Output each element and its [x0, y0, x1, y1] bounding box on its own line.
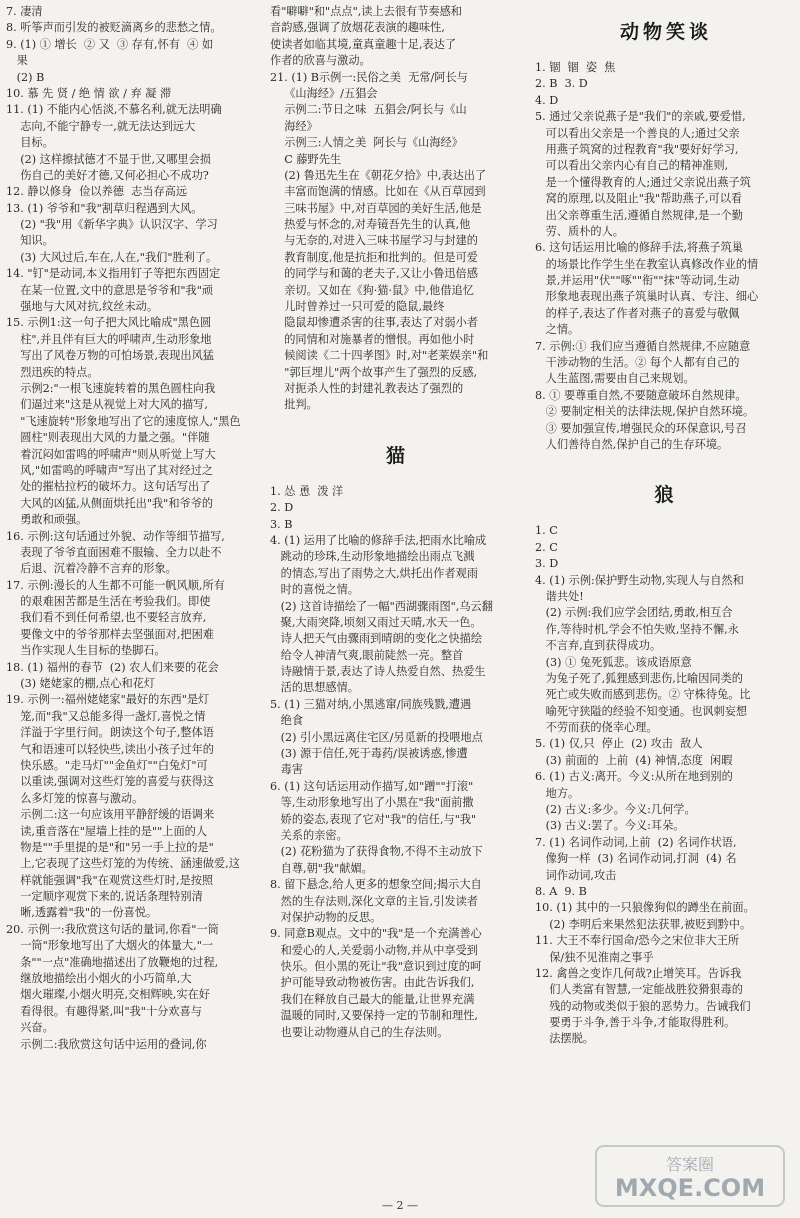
answer-line: 在某一位置,文中的意思是爷爷和"我"顽: [6, 283, 214, 297]
answer-line: 示例2:"一根飞速旋转着的黑色圆柱向我: [6, 381, 216, 395]
answer-line: 残的动物或类似于狼的恶势力。告诫我们: [535, 999, 751, 1013]
answer-line: (3) 源于信任,死于毒药/误被诱惑,惨遭: [270, 747, 468, 761]
watermark-subtext: 答案圈: [665, 1155, 715, 1174]
answer-line: 诗人把天气由骤雨到晴朗的变化之快描绘: [270, 632, 483, 646]
answer-line: 等,生动形象地写出了小黑在"我"面前撒: [270, 796, 474, 810]
answer-line: 隐鼠却惨遭杀害的往事,表达了对弱小者: [270, 316, 478, 330]
answer-line: 洋溢于字里行间。朗读这个句子,整体语: [6, 726, 214, 740]
answer-line: 时的喜悦之情。: [270, 583, 359, 597]
answer-line: 的样子,表达了作者对燕子的喜爱与敬佩: [535, 306, 740, 320]
answer-line: 作者的欣喜与激动。: [270, 54, 371, 68]
answer-line: 写出了风卷万物的可怕场景,表现出风猛: [6, 349, 214, 363]
answer-line: C 藤野先生: [270, 152, 342, 166]
answer-line: 喻死守狭隘的经验不知变通。也讽刺妄想: [535, 704, 748, 718]
answer-line: 《山海经》/五猖会: [270, 86, 378, 100]
answer-line: 要像文中的爷爷那样去坚强面对,把困难: [6, 627, 214, 641]
spacer: [535, 44, 797, 60]
answer-line: (2) 示例:我们应学会团结,勇敢,相互合: [535, 606, 733, 620]
answer-line: 作,等待时机,学会不怕失败,坚持不懈,永: [535, 622, 739, 636]
answer-line: 聚,大雨突降,顷刻又雨过天晴,水天一色。: [270, 615, 482, 629]
answer-line: (2) 李明后来果然犯法获罪,被贬到黔中。: [535, 917, 752, 931]
answer-line: 给令人神清气爽,眼前陡然一亮。整首: [270, 648, 464, 662]
answer-line: 干涉动物的生活。② 每个人都有自己的: [535, 356, 740, 370]
answer-line: 8. 留下悬念,给人更多的想象空间;揭示大自: [270, 878, 482, 892]
answer-line: (2) B: [6, 70, 45, 84]
answer-line: 护可能导致动物被伤害。由此告诉我们,: [270, 976, 475, 990]
answer-line: 不劳而获的侥幸心理。: [535, 721, 658, 735]
spacer: [270, 414, 525, 444]
answer-line: 示例二:节日之味 五猖会/阿长与《山: [270, 103, 467, 117]
answer-line: 知识。: [6, 234, 54, 248]
answer-line: 的情态,写出了雨势之大,烘托出作者观雨: [270, 566, 478, 580]
answer-line: (2) 这样擦拭德才不显于世,又哪里会损: [6, 152, 211, 166]
answer-line: 17. 示例:漫长的人生都不可能一帆风顺,所有: [6, 578, 225, 592]
answer-line: 4. D: [535, 93, 559, 107]
answer-line: 对保护动物的反思。: [270, 910, 382, 924]
answer-line: 7. 凄清: [6, 5, 43, 18]
answer-line: 5. (1) 仅,只 停止 (2) 攻击 敌人: [535, 737, 703, 751]
watermark-graphic: [590, 1140, 790, 1212]
section-title: 猫: [385, 444, 409, 467]
answer-line: (3) 前面的 上前 (4) 神情,态度 闲暇: [535, 753, 733, 767]
answer-line: ② 要制定相关的法律法规,保护自然环境。: [535, 405, 755, 419]
answer-line: 9. (1) ① 增长 ② 又 ③ 存有,怀有 ④ 如: [6, 37, 214, 51]
answer-line: 12. 静以修身 俭以养德 志当存高远: [6, 185, 188, 199]
answer-line: 2. C: [535, 540, 558, 554]
answer-line: 的同学与和蔼的老夫子,又让小鲁迅倍感: [270, 267, 478, 281]
answer-line: 烟火璀璨,小烟火明亮,交相辉映,实在好: [6, 988, 210, 1002]
answer-line: 使读者如临其境,童真童趣十足,表达了: [270, 37, 457, 51]
answer-line: 和爱心的人,关爱弱小动物,并从中享受到: [270, 943, 478, 957]
answer-line: 看得很。有趣得紧,叫"我"十分欢喜与: [6, 1004, 202, 1018]
answer-line: 是一个懂得教育的人;通过父亲说出燕子筑: [535, 175, 751, 189]
answer-line: 18. (1) 福州的春节 (2) 农人们来要的花会: [6, 660, 219, 674]
answer-line: 形象地表现出燕子筑巢时认真、专注、细心: [535, 290, 759, 304]
answer-line: 风,"如雷鸣的呼啸声"写出了其对经过之: [6, 463, 214, 477]
answer-line: 音韵感,强调了放烟花表演的趣味性,: [270, 21, 445, 35]
answer-line: 快乐。但小黑的死让"我"意识到过度的呵: [270, 960, 482, 974]
answer-line: (2) 鲁迅先生在《朝花夕拾》中,表达出了: [270, 168, 487, 182]
answer-line: 人生蓝图,需要由自己来规划。: [535, 372, 695, 386]
answer-line: 丰富而饱满的情感。比如在《从百草园到: [270, 185, 486, 199]
answer-line: (2) 古义:多少。今义:几何学。: [535, 803, 696, 817]
answer-line: 当作实现人生目标的垫脚石。: [6, 644, 166, 658]
answer-line: (3) 古义:罢了。今义:耳朵。: [535, 819, 685, 833]
answer-line: 可以看出父亲内心有自己的精神准则,: [535, 159, 729, 173]
answer-line: 处的摧枯拉朽的破坏力。这句话写出了: [6, 480, 211, 494]
section-title: 狼: [654, 484, 678, 507]
answer-line: 10. 慕 先 贤 / 绝 情 欲 / 弃 凝 滞: [6, 86, 172, 100]
answer-line: (2) 花粉猫为了获得食物,不得不主动放下: [270, 845, 483, 859]
answer-line: ③ 要加强宣传,增强民众的环保意识,号召: [535, 421, 747, 435]
answer-line: 勇敢和顽强。: [6, 513, 88, 527]
answer-line: 保/独不见淮南之事乎: [535, 950, 654, 964]
answer-line: 样就能强调"我"在观赏这些灯时,是按照: [6, 873, 214, 887]
answer-line: 后退、沉着冷静不言弃的形象。: [6, 562, 177, 576]
column-right: [535, 4, 797, 1048]
answer-line: 之情。: [535, 323, 580, 337]
answer-line: 16. 示例:这句话通过外貌、动作等细节描写,: [6, 529, 225, 543]
answer-line: 烈迅疾的特点。: [6, 365, 99, 379]
answer-line: 出父亲尊重生活,遵循自然规律,是一个勤: [535, 208, 743, 222]
answer-line: (2) 这首诗描绘了一幅"西湖骤雨图",乌云翻: [270, 599, 493, 613]
answer-line: 笼,而"我"又总能多得一盏灯,喜悦之情: [6, 709, 206, 723]
answer-line: 景,并运用"伏""啄""衔""抹"等动词,生动: [535, 274, 740, 288]
answer-line: 继放地描绘出小烟火的小巧简单,大: [6, 972, 192, 986]
spacer: [270, 468, 525, 484]
answer-line: 3. D: [535, 557, 559, 571]
answer-line: 条""一点"准确地描述出了放鞭炮的过程,: [6, 955, 219, 969]
answer-line: 们人类富有智慧,一定能战胜狡猾狠毒的: [535, 983, 743, 997]
answer-line: 示例二:我欣赏这句话中运用的叠词,你: [6, 1037, 207, 1051]
answer-line: 劳、质朴的人。: [535, 224, 624, 238]
answer-line: 9. 同意B观点。文中的"我"是一个充满善心: [270, 927, 482, 941]
answer-line: 的同情和对施暴者的憎恨。再如他小时: [270, 332, 475, 346]
watermark-text: MXQE.COM: [614, 1174, 766, 1202]
answer-line: 看"噼噼"和"点点",读上去很有节奏感和: [270, 5, 462, 18]
answer-line: 跳动的珍珠,生动形象地描绘出雨点飞溅: [270, 550, 475, 564]
answer-line: 词作动词,攻击: [535, 868, 617, 882]
answer-line: 圆柱"则表现出大风的力量之强。"伴随: [6, 431, 210, 445]
answer-line: 果: [6, 54, 28, 68]
answer-line: 7. 示例:① 我们应当遵循自然规律,不应随意: [535, 339, 751, 353]
answer-line: 批判。: [270, 398, 318, 412]
answer-line: 志向,不能宁静专一,就无法达到远大: [6, 119, 196, 133]
answer-line: 与无奈的,对进入三味书屋学习与封建的: [270, 234, 478, 248]
answer-line: 用燕子筑窝的过程教育"我"要好好学习,: [535, 142, 739, 156]
answer-line: 我们在释放自己最大的能量,让世界充满: [270, 992, 475, 1006]
answer-line: 娇的姿态,表现了它对"我"的信任,与"我": [270, 812, 477, 826]
answer-line: 晰,透露着"我"的一份喜悦。: [6, 906, 158, 920]
answer-line: 示例三:人情之美 阿长与《山海经》: [270, 136, 463, 150]
answer-line: 教育制度,他是抗拒和批判的。但是可爱: [270, 250, 478, 264]
answer-line: 我们看不到任何希望,也不要轻言放弃,: [6, 611, 207, 625]
answer-line: 11. 大王不奉行国命/恐今之宋位非大王所: [535, 934, 740, 948]
spacer: [535, 4, 797, 20]
section-title: 动物笑谈: [619, 21, 712, 43]
answer-line: 10. (1) 其中的一只狼像狗似的蹲坐在前面。: [535, 901, 755, 915]
answer-line: 谐共处!: [535, 589, 584, 603]
answer-line: 亲切。又如在《狗·猫·鼠》中,他借追忆: [270, 283, 474, 297]
answer-line: 19. 示例一:福州姥姥家"最好的东西"是灯: [6, 693, 210, 707]
answer-line: 表现了爷爷直面困难不服输、全力以赴不: [6, 545, 222, 559]
answer-line: 地方。: [535, 786, 580, 800]
answer-line: 不言弃,直到获得成功。: [535, 639, 662, 653]
answer-line: 上,它表现了这些灯笼的为传统、涵速做爱,这: [6, 857, 240, 871]
answer-line: 绝食: [270, 714, 304, 728]
answer-line: 2. D: [270, 501, 294, 515]
answer-line: 的场景比作学生坐在教室认真修改作业的情: [535, 257, 759, 271]
answer-line: 着沉闷如雷鸣的呼啸声"则从听觉上写大: [6, 447, 216, 461]
answer-line: 目标。: [6, 136, 54, 150]
answer-line: 5. (1) 三猫对纳,小黑逃窜/同族残戮,遭遇: [270, 697, 472, 711]
answer-line: "郭巨埋儿"两个故事产生了强烈的反感,: [270, 365, 478, 379]
answer-line: 自尊,朝"我"献媚。: [270, 861, 373, 875]
answer-line: 快乐感。"走马灯""金鱼灯""白兔灯"可: [6, 758, 208, 772]
answer-line: 法摆脱。: [535, 1032, 594, 1046]
answer-line: 海经》: [270, 119, 318, 133]
answer-line: 读,重音落在"屋墙上挂的是""上面的人: [6, 824, 208, 838]
answer-line: (3) 姥姥家的棚,点心和花灯: [6, 677, 156, 691]
answer-line: 么多灯笼的惊喜与激动。: [6, 791, 144, 805]
answer-line: 物是""手里提的是"和"另一手上拉的是": [6, 840, 214, 854]
answer-line: 3. B: [270, 517, 293, 531]
answer-line: 候阅读《二十四孝图》时,对"老莱娱亲"和: [270, 349, 489, 363]
answer-line: 12. 禽兽之变诈几何哉?止增笑耳。告诉我: [535, 966, 742, 980]
answer-line: 一筒"形象地写出了大烟火的体量大,"一: [6, 939, 214, 953]
answer-line: 为兔子死了,狐狸感到悲伤,比喻因同类的: [535, 671, 743, 685]
answer-line: 兴奋。: [6, 1021, 54, 1035]
answer-line: 一定顺序观赏下来的,说话条理特别清: [6, 890, 203, 904]
answer-line: 1. 怂 恿 泼 洋: [270, 484, 344, 498]
answer-line: 21. (1) B示例一:民俗之美 无常/阿长与: [270, 70, 468, 84]
answer-line: 关系的亲密。: [270, 828, 348, 842]
watermark-logo: [590, 1140, 790, 1212]
answer-line: (2) 引小黑远离住宅区/另觅新的投喂地点: [270, 730, 483, 744]
answer-line: 7. (1) 名词作动词,上前 (2) 名词作状语,: [535, 835, 737, 849]
answer-line: 6. (1) 这句话运用动作描写,如"蹭""打滚": [270, 779, 474, 793]
answer-line: 2. B 3. D: [535, 77, 588, 91]
answer-line: 1. 锢 锢 姿 焦: [535, 61, 616, 74]
answer-line: 窝的原理,以及阻止"我"帮助燕子,可以看: [535, 192, 743, 206]
answer-line: 活的思想感情。: [270, 681, 359, 695]
answer-line: 们逼过来"这是从视觉上对大风的描写,: [6, 398, 208, 412]
answer-line: 8. A 9. B: [535, 884, 587, 898]
answer-line: 15. 示例1:这一句子把大风比喻成"黑色圆: [6, 316, 212, 330]
answer-line: 大风的凶猛,从侧面烘托出"我"和爷爷的: [6, 496, 214, 510]
answer-line: 热爱与怀念的,对寿镜吾先生的认真,他: [270, 218, 471, 232]
column-middle: [270, 4, 525, 1041]
answer-line: 也要让动物遵从自己的生存法则。: [270, 1025, 449, 1039]
spacer: [535, 453, 797, 483]
answer-line: 示例二:这一句应该用平静舒缓的语调来: [6, 808, 215, 822]
answer-line: 温暖的同时,又要保持一定的节制和理性,: [270, 1009, 478, 1023]
answer-line: "飞速旋转"形象地写出了它的速度惊人,"黑色: [6, 414, 241, 428]
answer-line: 毒害: [270, 763, 304, 777]
spacer: [535, 507, 797, 523]
answer-line: 的艰难困苦都是生活在考验我们。即使: [6, 595, 211, 609]
answer-line: 6. 这句话运用比喻的修辞手法,将燕子筑巢: [535, 241, 743, 255]
answer-line: 死亡或失败而感到悲伤。② 守株待兔。比: [535, 688, 751, 702]
answer-line: 11. (1) 不能内心恬淡,不慕名利,就无法明确: [6, 103, 222, 117]
answer-line: 以重读,强调对这些灯笼的喜爱与获得这: [6, 775, 214, 789]
answer-line: 诗融情于景,表达了诗人热爱自然、热爱生: [270, 665, 486, 679]
answer-line: 柱",并且伴有巨大的呼啸声,生动形象地: [6, 332, 212, 346]
answer-line: 8. ① 要尊重自然,不要随意破坏自然规律。: [535, 388, 747, 402]
answer-line: 5. 通过父亲说燕子是"我们"的亲戚,要爱惜,: [535, 110, 746, 124]
answer-line: (3) 大风过后,车在,人在,"我们"胜利了。: [6, 250, 218, 264]
answer-line: 13. (1) 爷爷和"我"割草归程遇到大风。: [6, 201, 203, 215]
answer-line: (3) ① 兔死狐悲。该成语原意: [535, 655, 692, 669]
answer-line: 气和语速可以轻快些,读出小孩子过年的: [6, 742, 214, 756]
answer-line: 人们善待自然,保护自己的生存环境。: [535, 437, 729, 451]
answer-line: 4. (1) 示例:保护野生动物,实现人与自然和: [535, 573, 744, 587]
answer-line: (2) "我"用《新华字典》认识汉字、学习: [6, 218, 218, 232]
answer-line: 伤自己的美好才德,又何必担心不成功?: [6, 168, 209, 182]
answer-line: 1. C: [535, 524, 558, 538]
answer-line: 像狗一样 (3) 名词作动词,打洞 (4) 名: [535, 852, 737, 866]
answer-line: 20. 示例一:我欣赏这句话的量词,你看"一筒: [6, 922, 219, 936]
answer-line: 三味书屋》中,对百草园的美好生活,他是: [270, 201, 482, 215]
answer-line: 可以看出父亲是一个善良的人;通过父亲: [535, 126, 740, 140]
column-left: [6, 4, 262, 1053]
answer-line: 6. (1) 古义:离开。今义:从所在地到别的: [535, 770, 733, 784]
answer-line: 然的生存法则,深化文章的主旨,引发读者: [270, 894, 478, 908]
answer-line: 对扼杀人性的封建礼教表达了强烈的: [270, 381, 464, 395]
answer-line: 14. "钉"是动词,本义指用钉子等把东西固定: [6, 267, 221, 281]
answer-line: 儿时曾养过一只可爱的隐鼠,最终: [270, 300, 445, 314]
answer-line: 4. (1) 运用了比喻的修辞手法,把雨水比喻成: [270, 533, 487, 547]
answer-line: 8. 听筝声而引发的被贬滴离乡的悲愁之情。: [6, 21, 222, 35]
answer-line: 要勇于斗争,善于斗争,才能取得胜利。: [535, 1016, 736, 1030]
page-number: — 2 —: [382, 1199, 418, 1212]
answer-line: 强地与大风对抗,纹丝未动。: [6, 300, 159, 314]
